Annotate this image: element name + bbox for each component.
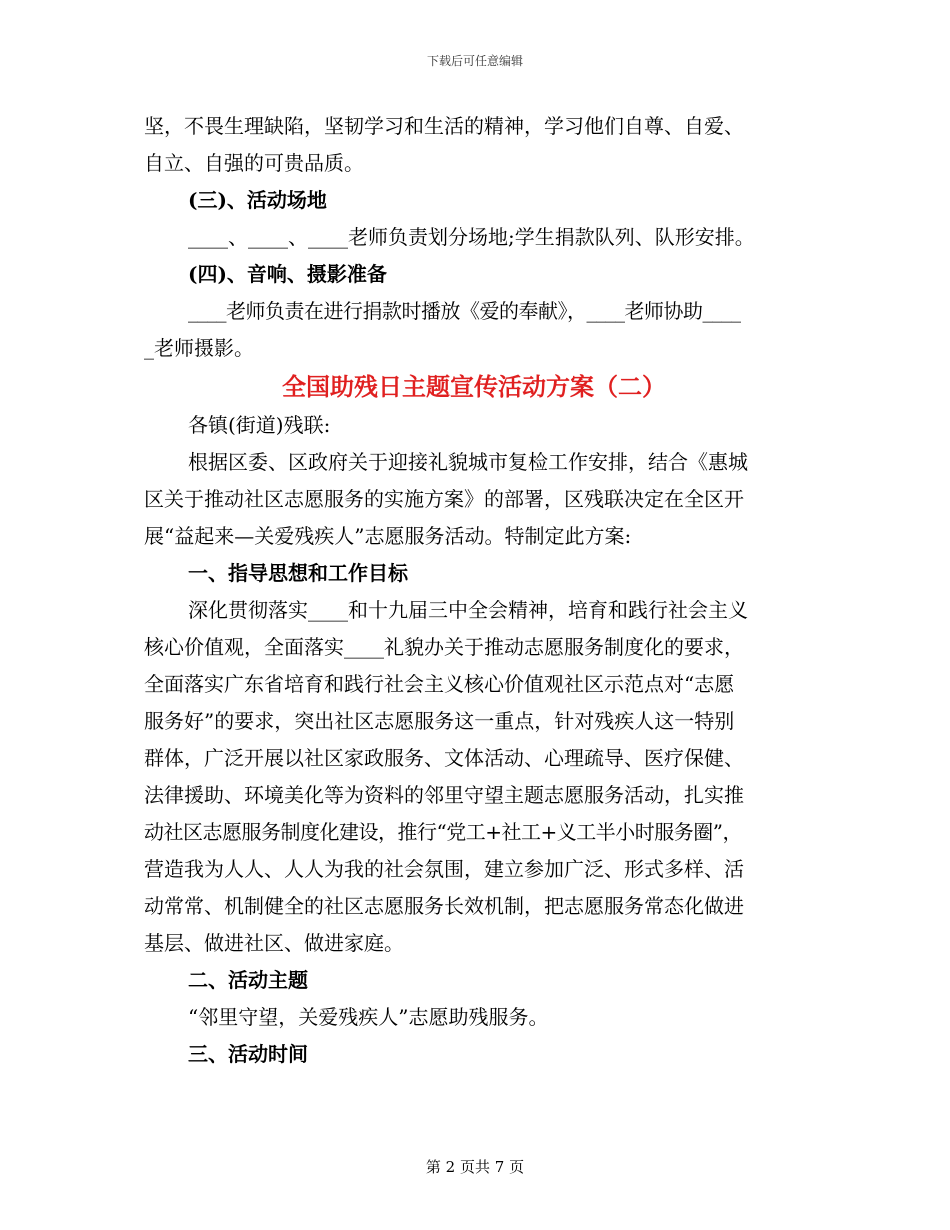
salutation: 各镇(街道)残联: [188,413,331,437]
document-body [144,108,804,1073]
section-heading-audio: (四)、音响、摄影准备 [188,262,387,286]
paragraph-line: 动常常、机制健全的社区志愿服务长效机制，把志愿服务常态化做进 [144,894,744,918]
paragraph-line: 服务好”的要求，突出社区志愿服务这一重点，针对残疾人这一特别 [144,709,735,733]
paragraph-line: 法律援助、环境美化等为资料的邻里守望主题志愿服务活动，扎实推 [144,783,744,807]
page-footer: 第 2 页共 7 页 [425,1158,525,1176]
section-heading-1: 一、指导思想和工作目标 [188,561,408,585]
paragraph-line: ____老师负责在进行捐款时播放《爱的奉献》，____老师协助____ [188,299,741,323]
section-heading-venue: (三)、活动场地 [188,188,327,212]
page-header: 下载后可任意编辑 [426,54,523,68]
paragraph-line: 全面落实广东省培育和践行社会主义核心价值观社区示范点对“志愿 [144,672,735,696]
paragraph-line: 营造我为人人、人人为我的社会氛围，建立参加广泛、形式多样、活 [144,857,744,881]
document-title: 全国助残日主题宣传活动方案（二） [282,372,666,401]
section-heading-2: 二、活动主题 [188,968,308,992]
paragraph-line: 区关于推动社区志愿服务的实施方案》的部署，区残联决定在全区开 [144,487,744,511]
paragraph-line: 动社区志愿服务制度化建设，推行“党工+社工+义工半小时服务圈”， [144,820,742,844]
section-heading-3: 三、活动时间 [188,1042,308,1066]
paragraph-line: 基层、做进社区、做进家庭。 [144,931,404,955]
paragraph-line: 展“益起来—关爱残疾人”志愿服务活动。特制定此方案: [144,524,632,548]
paragraph-line: 自立、自强的可贵品质。 [144,151,364,175]
paragraph-line: ____、____、____老师负责划分场地;学生捐款队列、队形安排。 [188,225,755,249]
paragraph-line: 根据区委、区政府关于迎接礼貌城市复检工作安排，结合《惠城 [188,450,748,474]
paragraph-line: “邻里守望，关爱残疾人”志愿助残服务。 [188,1005,549,1029]
paragraph-line: 深化贯彻落实____和十九届三中全会精神，培育和践行社会主义 [188,598,748,622]
paragraph-line: 核心价值观，全面落实____礼貌办关于推动志愿服务制度化的要求， [144,635,744,659]
paragraph-line: 坚，不畏生理缺陷，坚韧学习和生活的精神，学习他们自尊、自爱、 [144,114,744,138]
paragraph-line: 群体，广泛开展以社区家政服务、文体活动、心理疏导、医疗保健、 [144,746,744,770]
paragraph-line: _老师摄影。 [144,336,254,360]
